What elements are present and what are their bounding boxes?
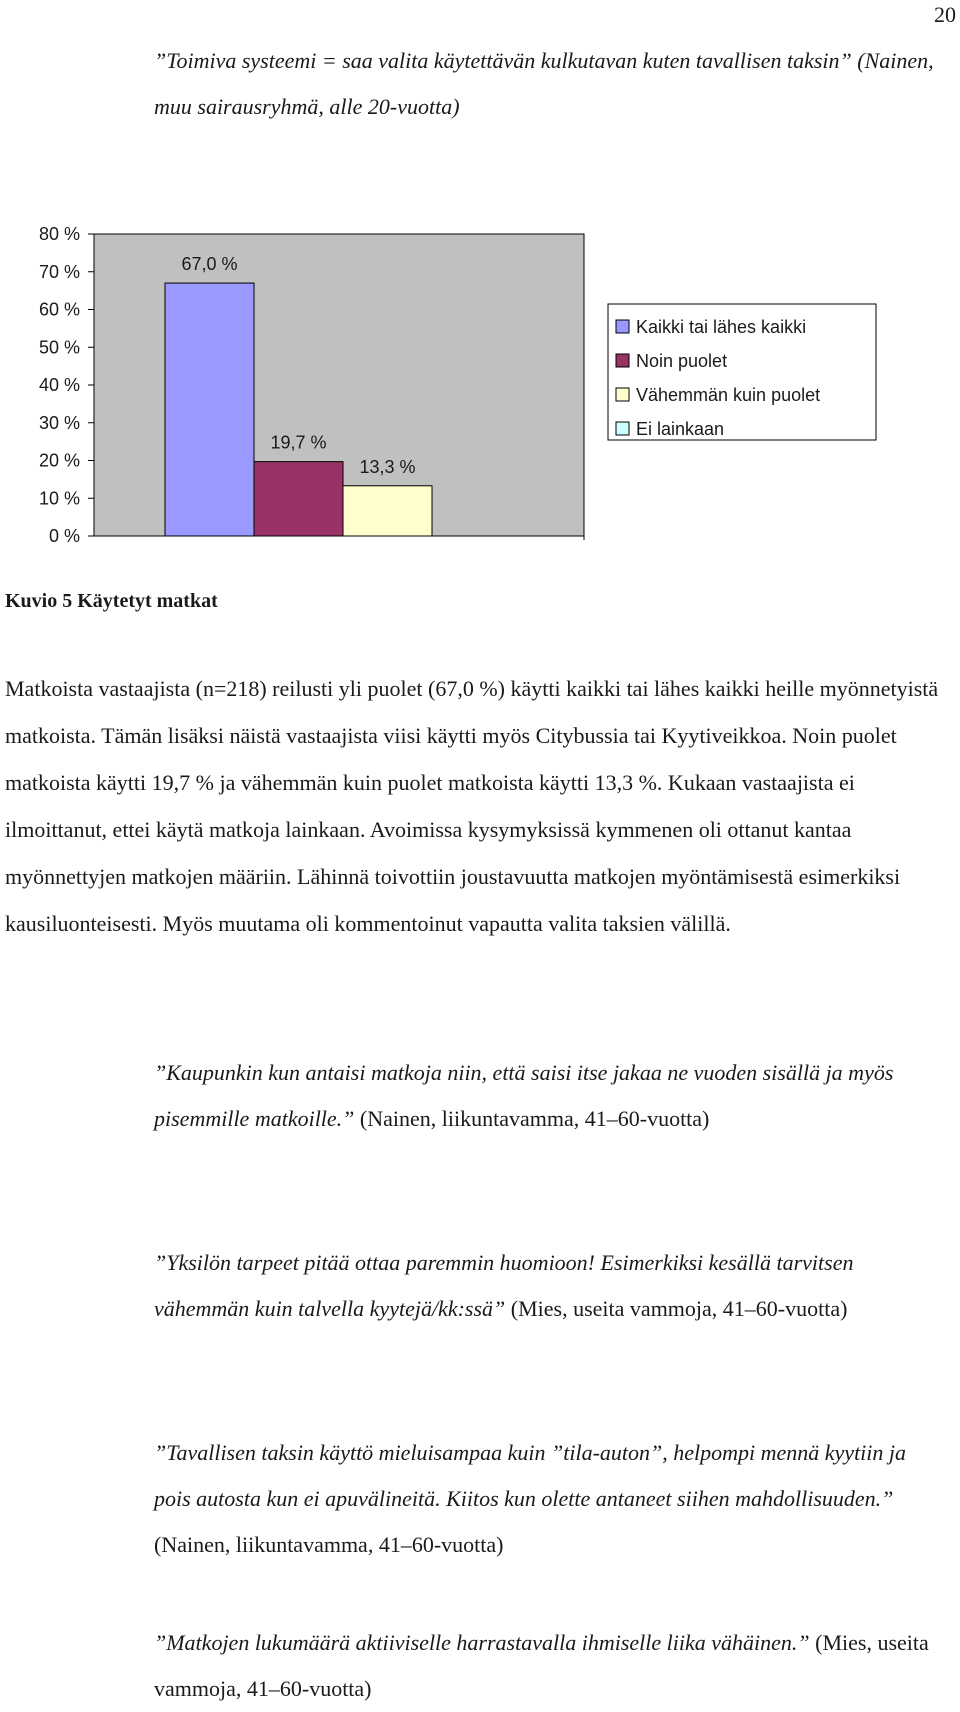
y-tick-label: 10 % xyxy=(38,488,80,509)
body-paragraph: Matkoista vastaajista (n=218) reilusti yli puolet (67,0 %) käytti kaikki tai lähes kaikki heille myönnetyistä matkoista. Tämän lisäksi näistä vastaajista viisi käytti myös Citybussia tai Kyytiveikkoa. Noin puolet matkoista käytti 19,7 % ja vähemmän kuin puolet matkoista käytti 13,3 %. Kukaan vastaajista ei ilmoittanut, ettei käytä matkoja lainkaan. Avoimissa kysymyksissä kymmenen oli ottanut kantaa myönnettyjen matkojen määriin. Lähinnä toivottiin joustavuutta matkojen myöntämisestä esimerkiksi kausiluonteisesti. Myös muutama oli kommentoinut vapautta valita taksien välillä. xyxy=(5,676,939,936)
quote-2 xyxy=(154,1240,934,1332)
y-tick-label: 20 % xyxy=(38,450,80,471)
bar-value-label: 19,7 % xyxy=(270,432,327,453)
legend-label: Noin puolet xyxy=(636,351,728,371)
legend-swatch xyxy=(616,422,629,435)
y-tick-label: 60 % xyxy=(38,299,80,320)
quote-text: ”Tavallisen taksin käyttö mieluisampaa kuin ”tila-auton”, helpompi mennä kyytiin ja pois autosta kun ei apuvälineitä. Kiitos kun olette antaneet siihen mahdollisuuden.” xyxy=(154,1440,907,1511)
quote-1 xyxy=(154,1050,934,1142)
quote-attribution: (Nainen, liikuntavamma, 41–60-vuotta) xyxy=(359,1106,710,1131)
legend-label: Ei lainkaan xyxy=(636,419,725,439)
legend-swatch xyxy=(616,320,629,333)
y-tick-label: 30 % xyxy=(38,412,80,433)
legend-label: Kaikki tai lähes kaikki xyxy=(636,317,807,337)
y-tick-label: 0 % xyxy=(48,526,80,546)
legend xyxy=(608,304,876,440)
quote-text: ”Yksilön tarpeet pitää ottaa paremmin huomioon! Esimerkiksi kesällä tarvitsen vähemmän kuin talvella kyytejä/kk:ssä” xyxy=(154,1250,854,1321)
intro-quote: ”Toimiva systeemi = saa valita käytettävän kulkutavan kuten tavallisen taksin” (Nainen, muu sairausryhmä, alle 20-vuotta) xyxy=(154,48,934,119)
legend-label: Vähemmän kuin puolet xyxy=(636,385,821,405)
page-number: 20 xyxy=(934,2,956,27)
quote-4 xyxy=(154,1620,934,1712)
bar-value-label: 67,0 % xyxy=(181,254,238,275)
quote-text: ”Matkojen lukumäärä aktiiviselle harrastavalla ihmiselle liika vähäinen.” xyxy=(154,1630,810,1655)
bar-value-label: 13,3 % xyxy=(359,456,416,477)
bar xyxy=(254,462,343,536)
quote-text: ”Kaupunkin kun antaisi matkoja niin, että saisi itse jakaa ne vuoden sisällä ja myös pisemmille matkoille.” xyxy=(154,1060,894,1131)
legend-swatch xyxy=(616,354,629,367)
y-tick-label: 50 % xyxy=(38,337,80,358)
quote-attribution: (Nainen, liikuntavamma, 41–60-vuotta) xyxy=(154,1532,504,1557)
y-tick-label: 80 % xyxy=(38,224,80,244)
y-tick-label: 40 % xyxy=(38,375,80,395)
quote-3 xyxy=(154,1430,934,1568)
bar xyxy=(343,486,432,536)
y-tick-label: 70 % xyxy=(38,261,80,282)
usage-bar-chart xyxy=(0,210,960,550)
bar xyxy=(165,283,254,536)
figure-caption: Kuvio 5 Käytetyt matkat xyxy=(5,590,218,612)
quote-attribution: (Mies, useita vammoja, 41–60-vuotta) xyxy=(154,1630,929,1701)
legend-swatch xyxy=(616,388,629,401)
quote-attribution: (Mies, useita vammoja, 41–60-vuotta) xyxy=(510,1296,848,1321)
